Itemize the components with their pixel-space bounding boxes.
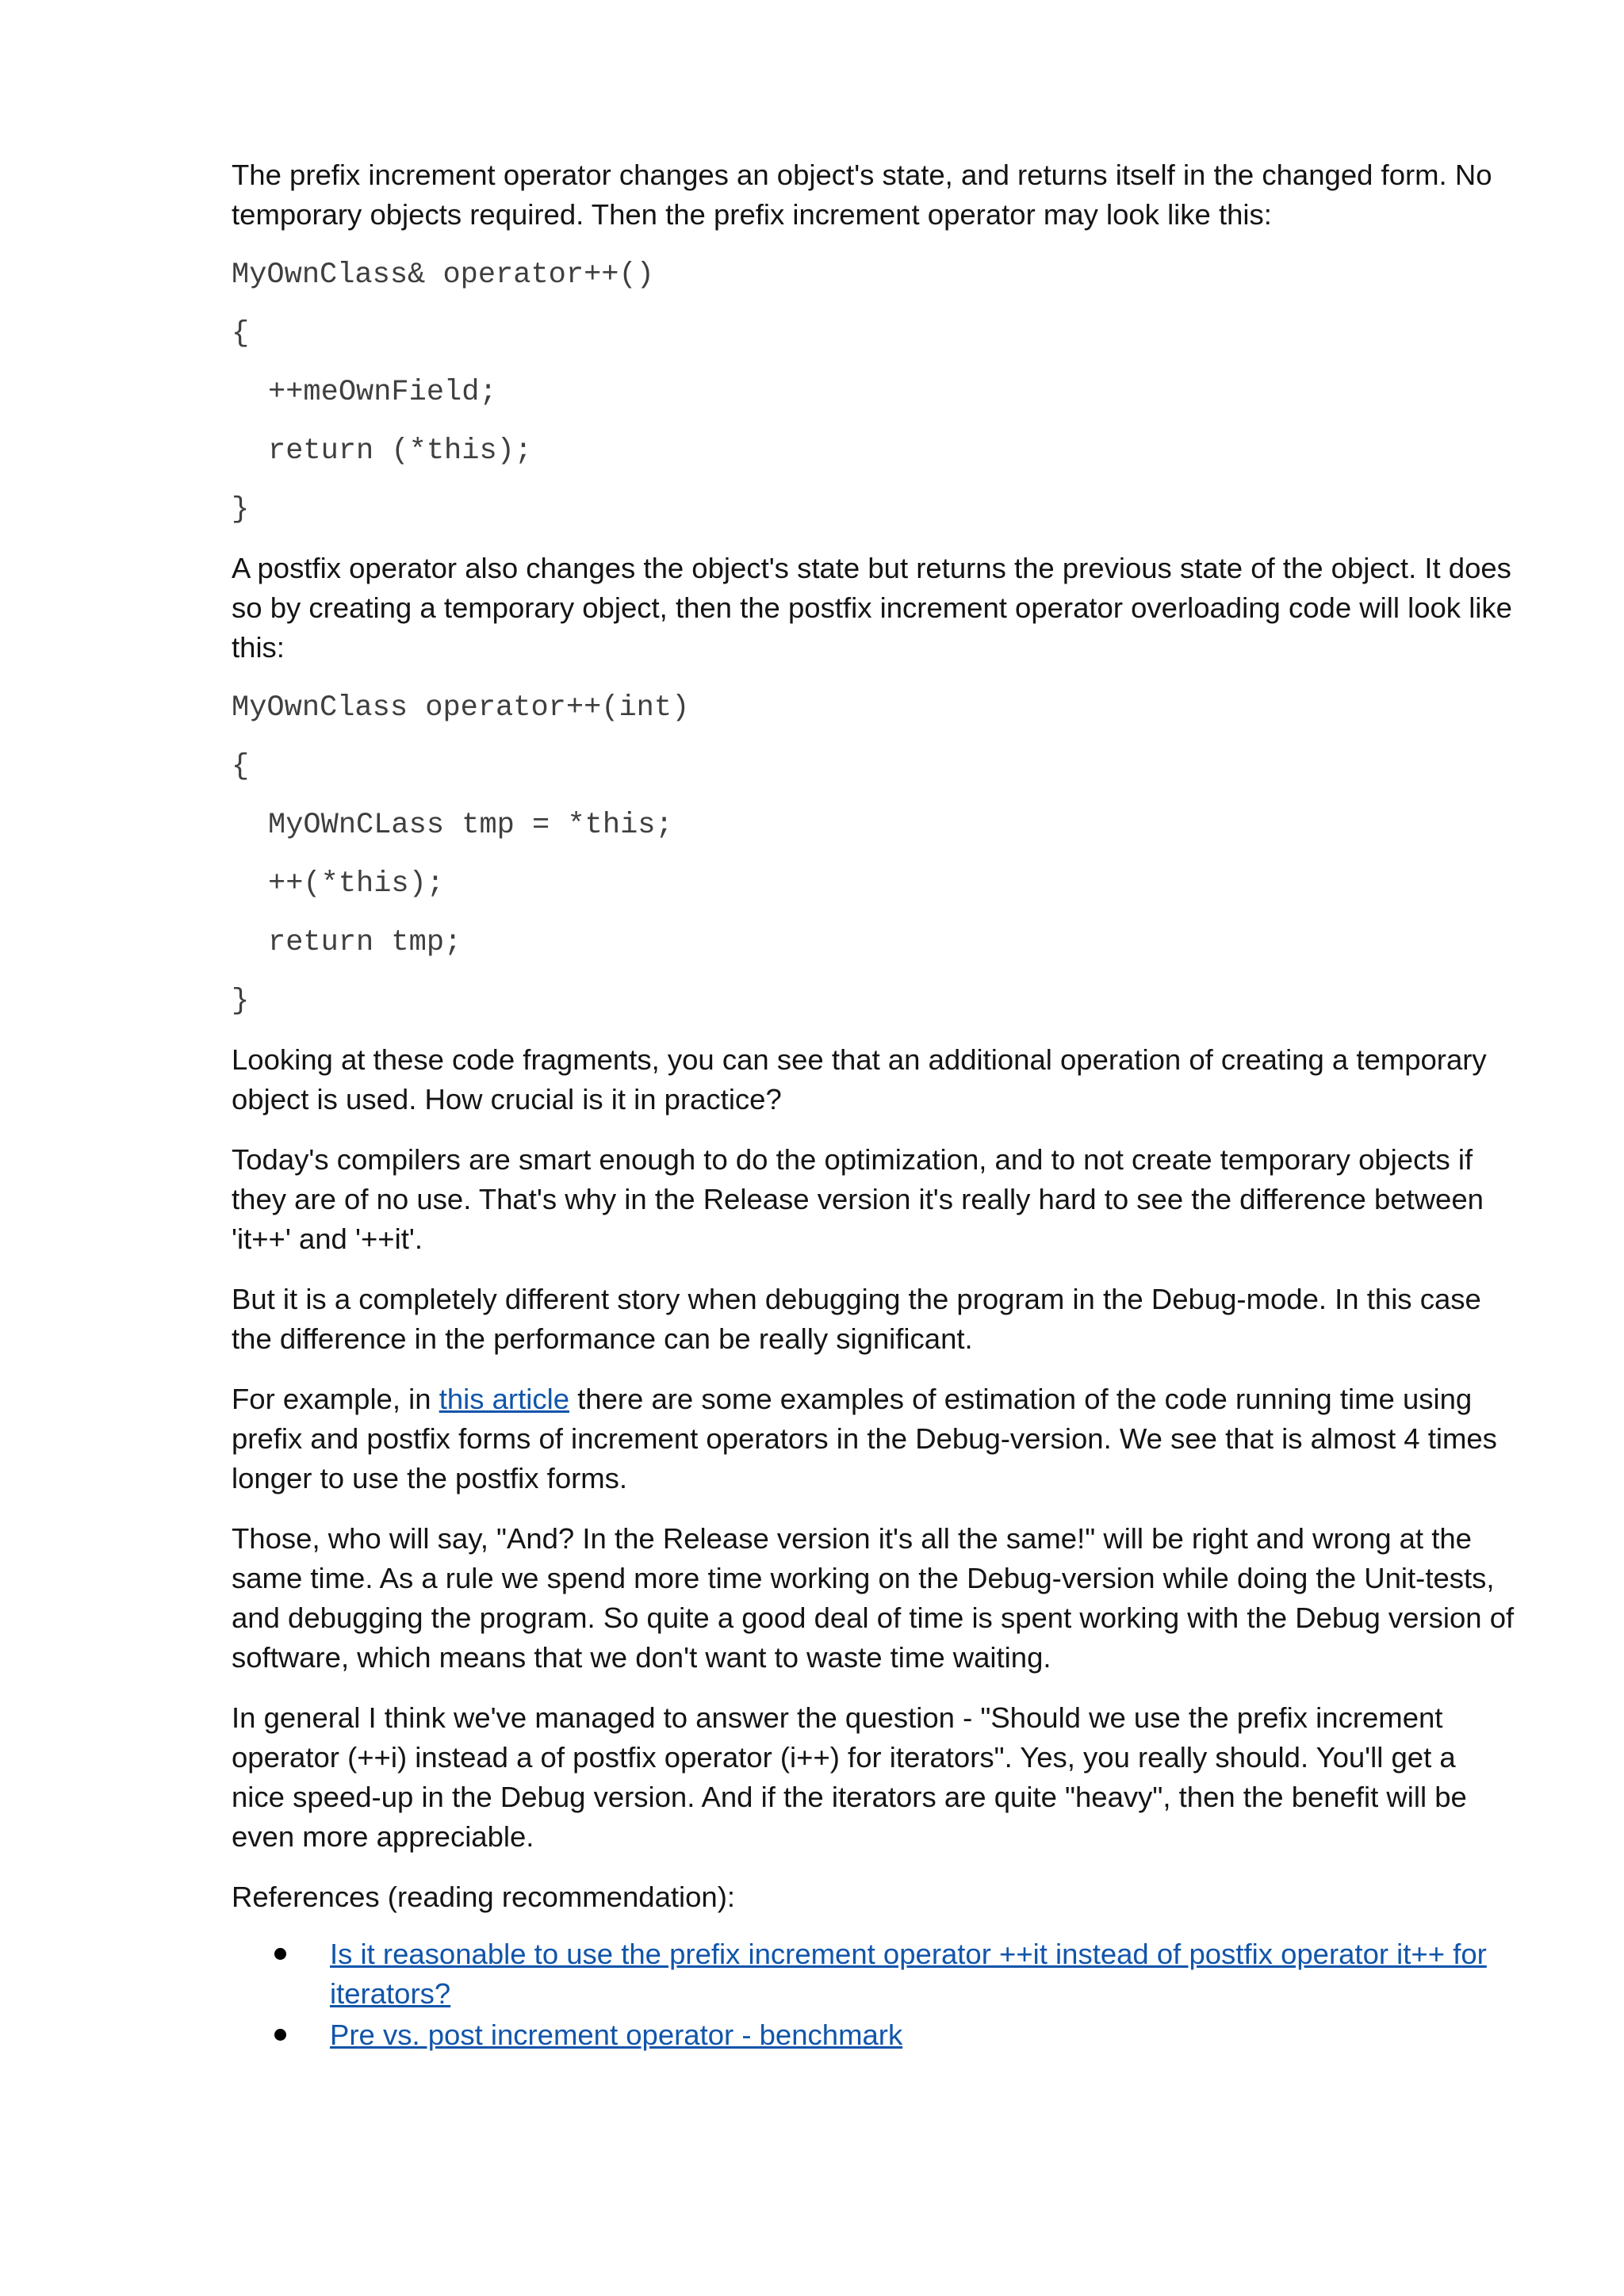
this-article-link[interactable]: this article: [439, 1383, 569, 1415]
paragraph-postfix-intro: A postfix operator also changes the object's state but returns the previous state of the object. It does so by creating a temporary object, then the postfix increment operator overloading code will look like this:: [232, 552, 1512, 664]
code-block-postfix: [232, 688, 1516, 1021]
code-line: MyOWnCLass tmp = *this;: [268, 809, 673, 842]
paragraph-conclusion: In general I think we've managed to answer the question - "Should we use the prefix increment operator (++i) instead a of postfix operator (i++) for iterators". Yes, you really should. You'll get a nice speed-up in the Debug version. And if the iterators are quite "heavy", then the benefit will be even more appreciable.: [232, 1701, 1467, 1853]
text-span: there are some examples of estimation of the code running time using prefix and postfix forms of increment operators in the Debug-version. We see that is almost 4 times longer to use the postfix forms.: [232, 1383, 1497, 1494]
document-body: [232, 155, 1516, 2055]
reference-link-prefix-increment[interactable]: Is it reasonable to use the prefix increment operator ++it instead of postfix operator it++ for iterators?: [330, 1938, 1487, 2010]
references-list: [232, 1934, 1516, 2055]
paragraph-example: [232, 1380, 1516, 1498]
text-span: For example, in: [232, 1383, 439, 1415]
code-line: }: [232, 493, 250, 526]
code-line: MyOwnClass& operator++(): [232, 258, 654, 292]
paragraph-code-fragments: Looking at these code fragments, you can see that an additional operation of creating a temporary object is used. How crucial is it in practice?: [232, 1043, 1487, 1115]
bullet-icon: [274, 1948, 286, 1960]
references-heading: References (reading recommendation):: [232, 1881, 736, 1913]
code-line: ++meOwnField;: [268, 376, 497, 409]
code-line: }: [232, 985, 250, 1018]
code-line: ++(*this);: [268, 867, 445, 901]
code-block-prefix: [232, 255, 1516, 530]
code-line: MyOwnClass operator++(int): [232, 691, 690, 725]
reference-link-benchmark[interactable]: Pre vs. post increment operator - benchmark: [330, 2019, 903, 2051]
list-item: [330, 1934, 1516, 2014]
paragraph-release-version: Those, who will say, "And? In the Release version it's all the same!" will be right and wrong at the same time. As a rule we spend more time working on the Debug-version while doing the Unit-tests, and debugging the program. So quite a good deal of time is spent working with the Debug version of software, which means that we don't want to waste time waiting.: [232, 1522, 1515, 1674]
code-line: {: [232, 750, 250, 783]
list-item: [330, 2015, 1516, 2055]
paragraph-prefix-intro: The prefix increment operator changes an object's state, and returns itself in the changed form. No temporary objects required. Then the prefix increment operator may look like this:: [232, 159, 1492, 231]
code-line: {: [232, 317, 250, 350]
bullet-icon: [274, 2029, 286, 2041]
paragraph-compilers: Today's compilers are smart enough to do the optimization, and to not create temporary objects if they are of no use. That's why in the Release version it's really hard to see the difference between 'it++' and '++it'.: [232, 1143, 1484, 1255]
paragraph-debug-mode: But it is a completely different story when debugging the program in the Debug-mode. In this case the difference in the performance can be really significant.: [232, 1283, 1481, 1355]
code-line: return tmp;: [268, 926, 462, 959]
code-line: return (*this);: [268, 434, 533, 468]
